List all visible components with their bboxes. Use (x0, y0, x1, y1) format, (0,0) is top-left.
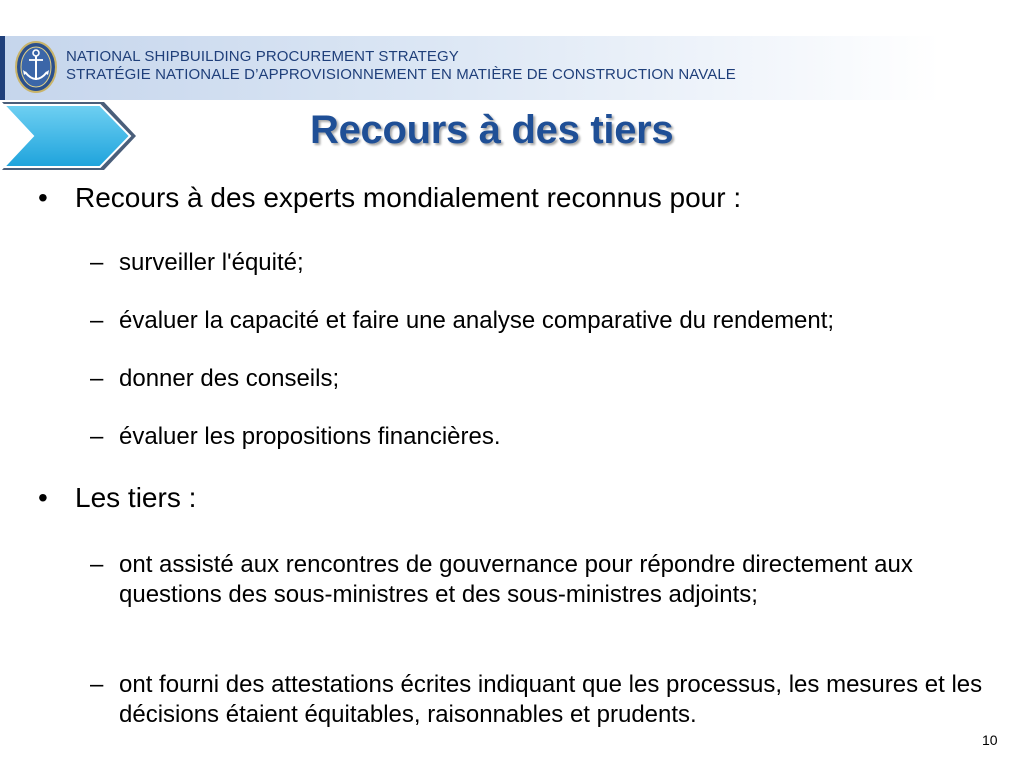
dash-glyph: – (90, 307, 104, 334)
dash-glyph: – (90, 249, 104, 276)
page-number: 10 (982, 732, 998, 748)
sub-bullet-text: ont assisté aux rencontres de gouvernance pour répondre directement aux questions des sous-ministres et des sous-ministres adjoints; (119, 551, 913, 608)
anchor-emblem-icon (14, 40, 58, 94)
dash-glyph: – (90, 671, 104, 698)
sub-bullet-text: évaluer la capacité et faire une analyse comparative du rendement; (119, 307, 835, 334)
dash-glyph: – (90, 423, 104, 450)
bullet-glyph: • (38, 182, 48, 213)
sub-bullet-text: ont fourni des attestations écrites indiquant que les processus, les mesures et les décisions étaient équitables, raisonnables et prudents. (119, 671, 983, 728)
dash-glyph: – (90, 551, 104, 578)
bullet-text: Recours à des experts mondialement reconnus pour : (75, 182, 742, 213)
bullet-glyph: • (38, 482, 48, 513)
chevron-arrow-icon (0, 100, 140, 172)
sub-bullet-text: surveiller l'équité; (119, 249, 304, 276)
sub-bullet-text: évaluer les propositions financières. (119, 423, 501, 450)
dash-glyph: – (90, 365, 104, 392)
slide-title: Recours à des tiers (310, 108, 674, 152)
header-text (66, 48, 736, 84)
sub-bullet-text: donner des conseils; (119, 365, 340, 392)
header-banner-edge (0, 36, 5, 100)
header-title-en: NATIONAL SHIPBUILDING PROCUREMENT STRATEGY (66, 48, 459, 65)
bullet-text: Les tiers : (75, 482, 197, 513)
header-title-fr: STRATÉGIE NATIONALE D’APPROVISIONNEMENT EN MATIÈRE DE CONSTRUCTION NAVALE (66, 66, 736, 83)
